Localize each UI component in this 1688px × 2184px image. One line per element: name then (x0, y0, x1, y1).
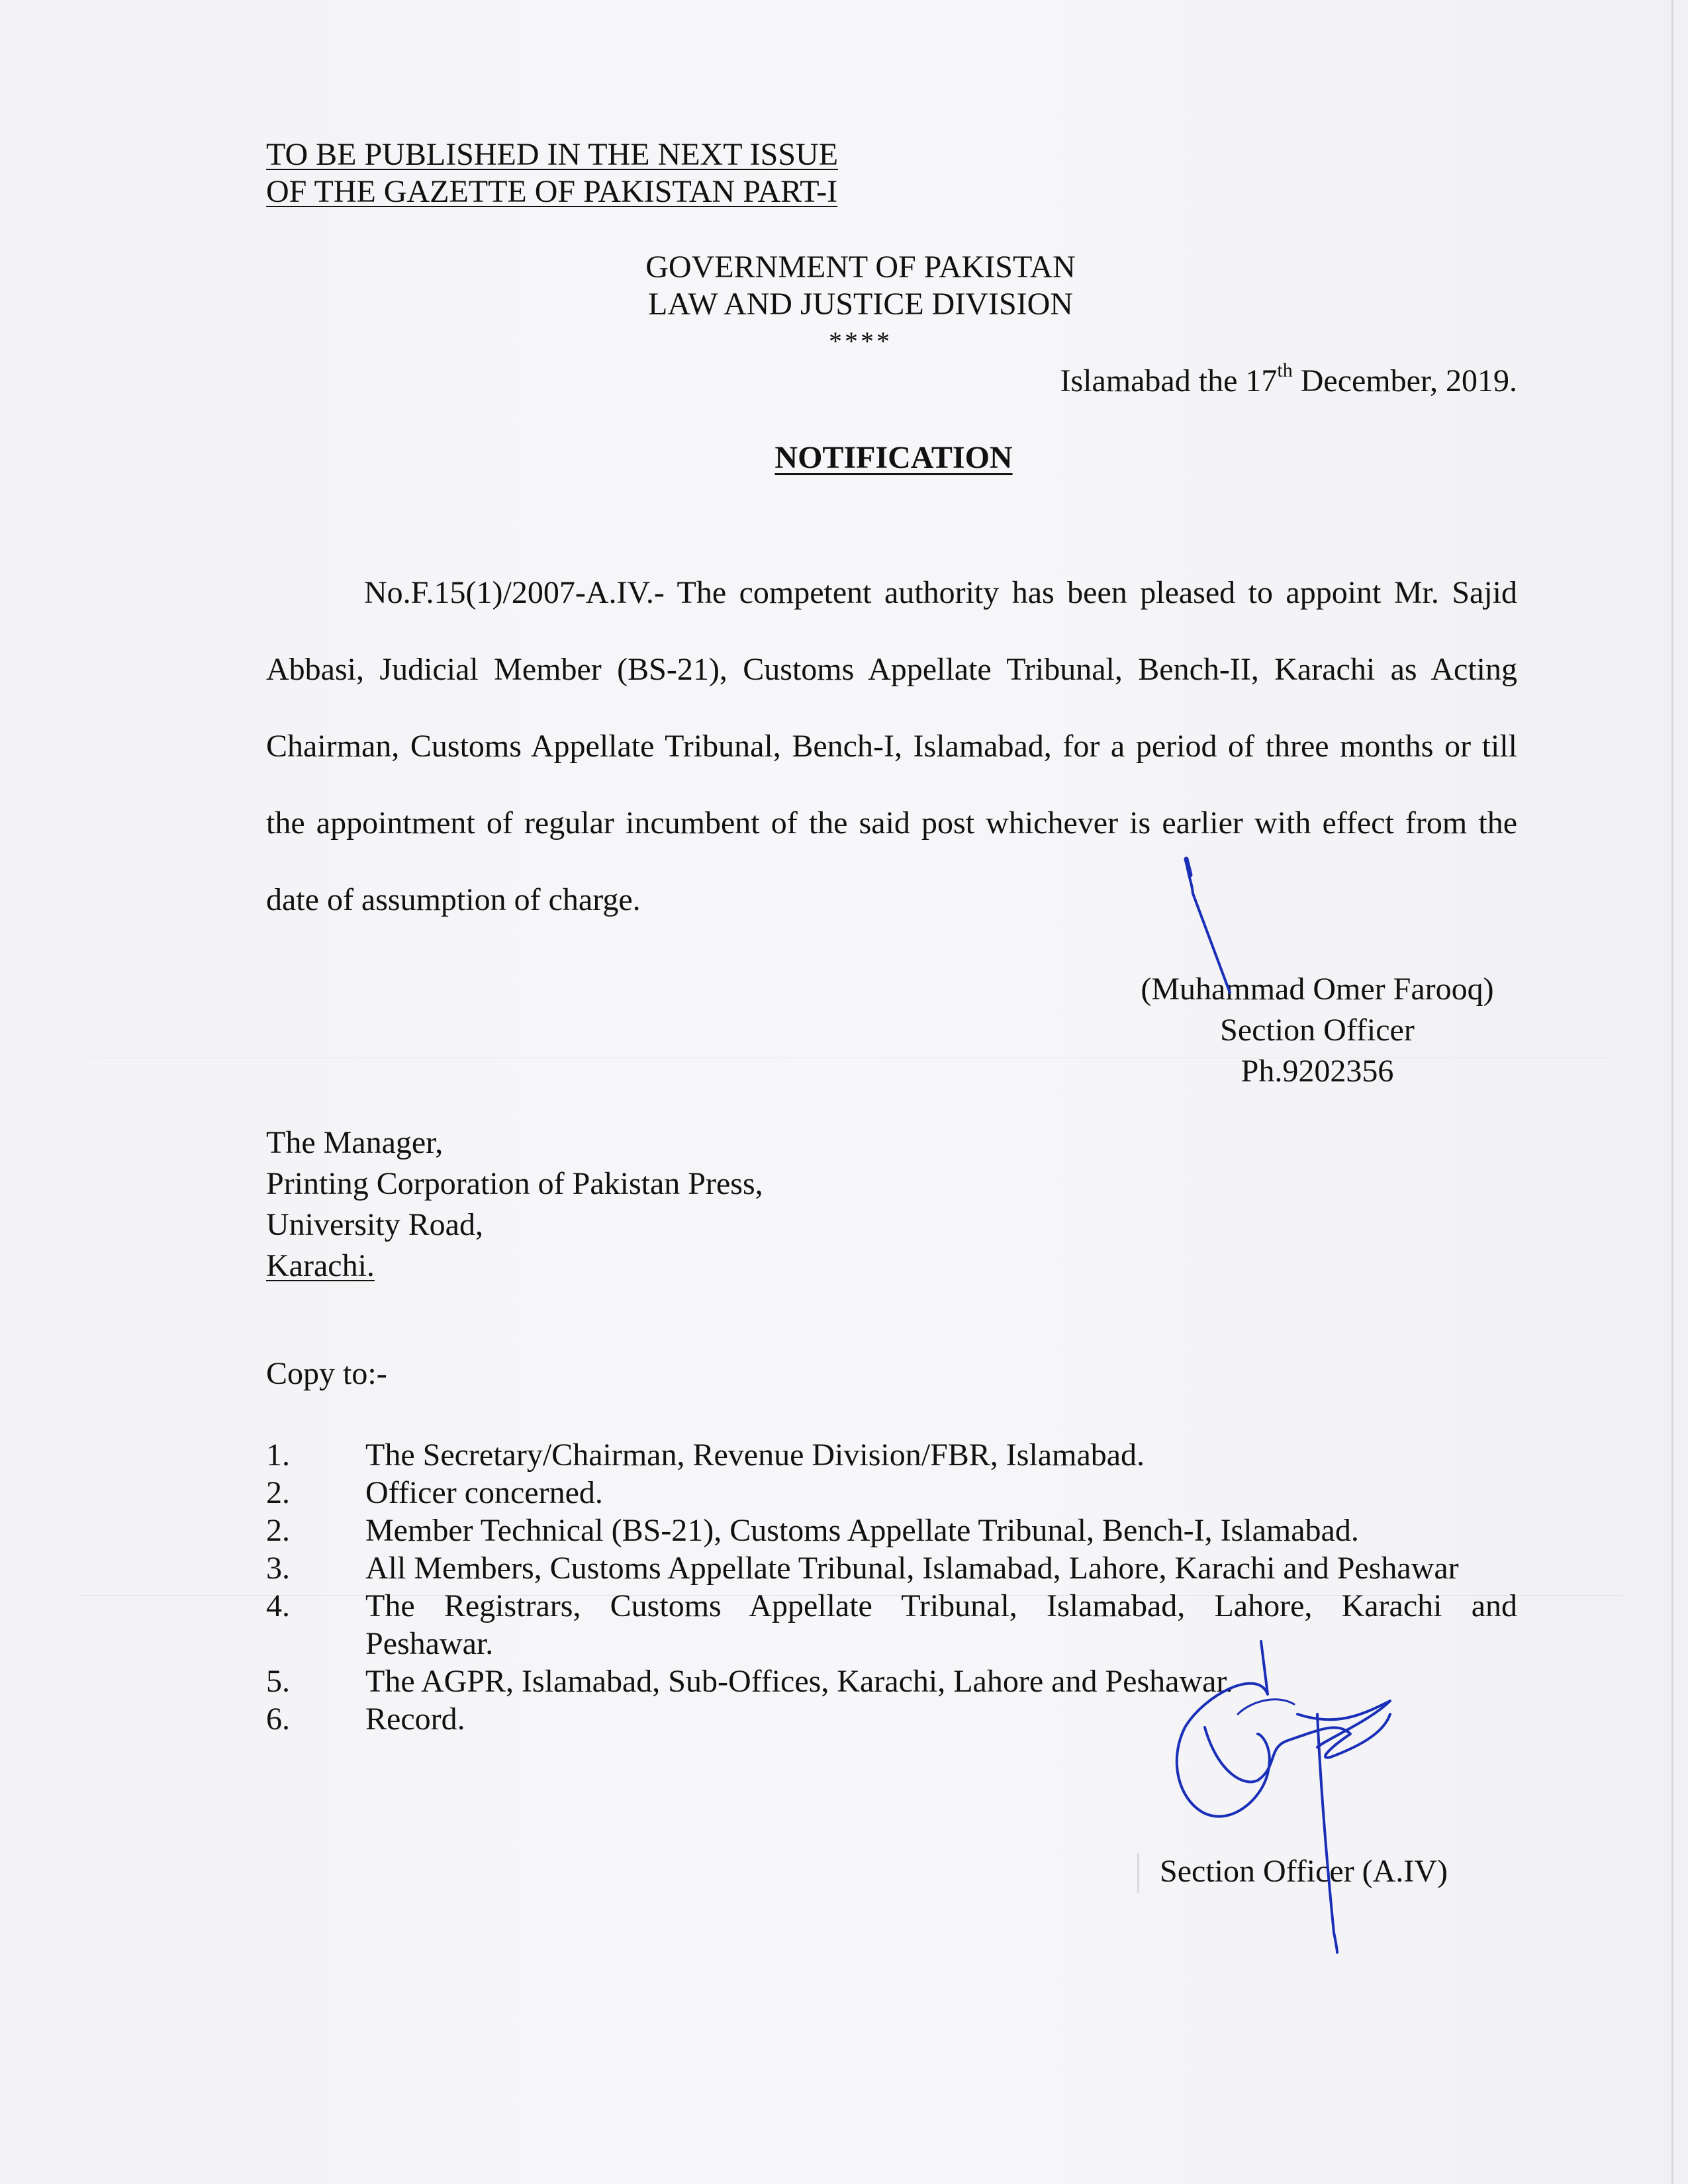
date-rest: December, 2019. (1292, 363, 1517, 398)
list-item-number: 4. (266, 1588, 290, 1623)
gazette-line-1: TO BE PUBLISHED IN THE NEXT ISSUE (266, 137, 839, 172)
list-item-text: The Registrars, Customs Appellate Tribunal, Islamabad, Lahore, Karachi and (365, 1588, 1517, 1623)
addressee-line-4: Karachi. (266, 1248, 375, 1283)
list-item-number: 2. (266, 1513, 290, 1548)
list-item-text: Officer concerned. (365, 1475, 603, 1510)
gazette-line-2: OF THE GAZETTE OF PAKISTAN PART-I (266, 174, 838, 209)
copy-to-heading: Copy to:- (266, 1356, 387, 1391)
list-item-number: 2. (266, 1475, 290, 1510)
date-ordinal: th (1277, 359, 1293, 381)
list-item-text: Record. (365, 1702, 465, 1737)
separator-stars: **** (829, 326, 892, 356)
signature-stroke-vertical (1317, 1714, 1337, 1952)
addressee-line-3: University Road, (266, 1207, 483, 1242)
notification-title: NOTIFICATION (774, 440, 1013, 475)
signature-stroke-loop (1205, 1714, 1390, 1782)
list-item-number: 6. (266, 1702, 290, 1737)
list-item-text-continued: Peshawar. (365, 1626, 494, 1661)
gov-line-2: LAW AND JUSTICE DIVISION (648, 287, 1073, 322)
list-item-text: The Secretary/Chairman, Revenue Division/FBR, Islamabad. (365, 1437, 1145, 1473)
list-item-text: All Members, Customs Appellate Tribunal, Islamabad, Lahore, Karachi and Peshawar (365, 1551, 1459, 1586)
list-item-number: 3. (266, 1551, 290, 1586)
signatory-name: (Muhammad Omer Farooq) (1141, 972, 1494, 1007)
signature-stroke-hook (1238, 1700, 1294, 1714)
addressee-line-2: Printing Corporation of Pakistan Press, (266, 1166, 763, 1201)
date-prefix: Islamabad the 17 (1060, 363, 1278, 398)
body-paragraph: No.F.15(1)/2007-A.IV.- The competent authority has been pleased to appoint Mr. Sajid Abbasi, Judicial Member (BS-21), Customs Appellate Tribunal, Bench-II, Karachi as Acting Chairman, Customs Appellate Tribunal, Bench-I, Islamabad, for a period of three months or till the appointment of regular incumbent of the said post whichever is earlier with effect from the date of assumption of charge. (266, 575, 1517, 917)
signatory-designation: Section Officer (1220, 1013, 1415, 1048)
signature-stroke-top-nib (1186, 859, 1190, 875)
list-item-text: Member Technical (BS-21), Customs Appellate Tribunal, Bench-I, Islamabad. (365, 1513, 1359, 1548)
gov-line-1: GOVERNMENT OF PAKISTAN (645, 250, 1076, 285)
addressee-line-1: The Manager, (266, 1125, 444, 1160)
signature-stroke-top (1186, 860, 1230, 993)
list-item-number: 5. (266, 1664, 290, 1699)
signature-stroke-flourish (1297, 1701, 1390, 1747)
footer-designation: Section Officer (A.IV) (1160, 1854, 1448, 1889)
signature-stroke-bottom (1177, 1641, 1270, 1817)
signatory-phone: Ph.9202356 (1241, 1054, 1394, 1089)
list-item-text: The AGPR, Islamabad, Sub-Offices, Karachi, Lahore and Peshawar. (365, 1664, 1233, 1699)
list-item-number: 1. (266, 1437, 290, 1473)
